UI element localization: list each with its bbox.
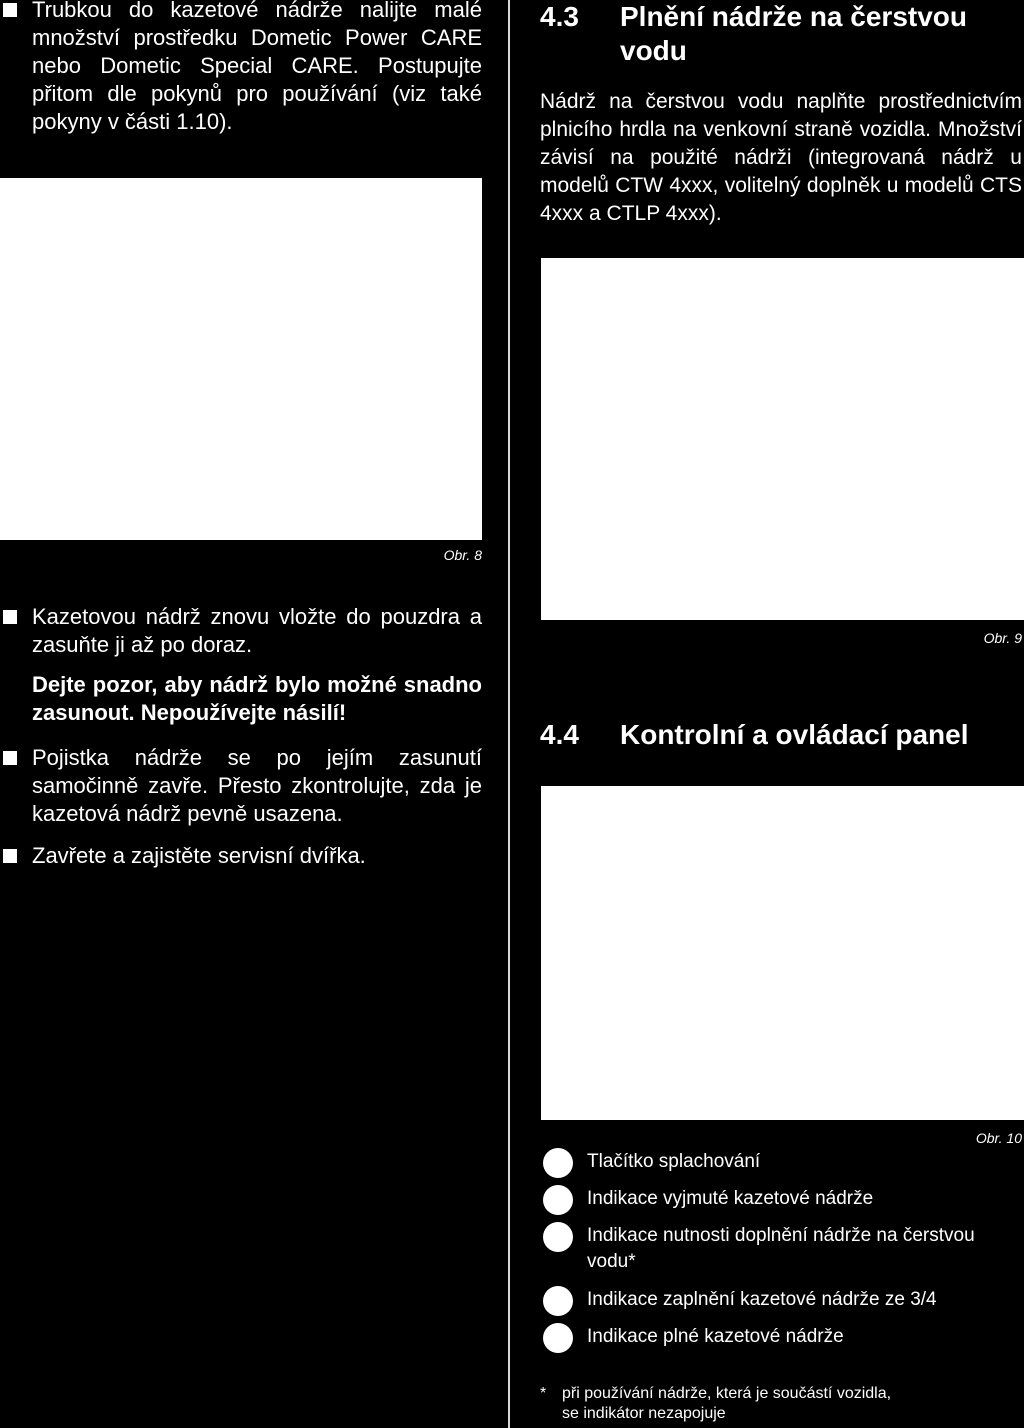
legend-label: Indikace nutnosti doplnění nádrže na čerstvou vodu*	[587, 1225, 975, 1272]
legend-label: Indikace plné kazetové nádrže	[587, 1326, 844, 1347]
figure-8-caption: Obr. 8	[443, 547, 482, 563]
figure-8-image	[0, 178, 482, 540]
legend-item-tank-full	[543, 1324, 1013, 1354]
section-title: Plnění nádrže na čerstvou vodu	[620, 1, 967, 66]
legend-marker-icon	[543, 1286, 573, 1316]
legend-marker-icon	[543, 1185, 573, 1215]
legend-label: Indikace vyjmuté kazetové nádrže	[587, 1188, 874, 1209]
paragraph-fresh-water: Nádrž na čerstvou vodu naplňte prostřednictvím plnicího hrdla na venkovní straně vozidla. Množství závisí na použité nádrži (integrovaná nádrž u modelů CTW 4xxx, volitelný doplněk u modelů CTS 4xxx a CTLP 4xxx).	[540, 90, 1022, 225]
legend-marker-icon	[543, 1323, 573, 1353]
bullet-square-icon	[3, 3, 17, 17]
section-heading-4-3	[540, 0, 1020, 68]
section-number: 4.3	[540, 1, 579, 32]
legend-item-flush-button	[543, 1149, 1013, 1179]
legend-marker-icon	[543, 1148, 573, 1178]
bullet-square-icon	[3, 849, 17, 863]
footnote-line-1: při používání nádrže, která je součástí vozidla,	[562, 1385, 892, 1402]
section-heading-4-4	[540, 718, 1020, 752]
footnote-marker: *	[540, 1385, 547, 1402]
legend-item-refill-water	[543, 1223, 1013, 1279]
section-title: Kontrolní a ovládací panel	[620, 719, 969, 750]
legend-marker-icon	[543, 1222, 573, 1252]
figure-10-caption: Obr. 10	[975, 1130, 1022, 1146]
bullet-text: Trubkou do kazetové nádrže nalijte malé množství prostředku Dometic Power CARE nebo Dometic Special CARE. Postupujte přitom dle pokynů pro používání (viz také pokyny v části 1.10).	[32, 0, 482, 134]
figure-10-image	[541, 786, 1024, 1120]
legend-item-tank-removed	[543, 1186, 1013, 1216]
section-number: 4.4	[540, 719, 579, 750]
bullet-item-close-door	[0, 842, 482, 870]
legend-label: Indikace zaplnění kazetové nádrže ze 3/4	[587, 1289, 937, 1310]
bullet-item-add-chemical	[0, 0, 482, 136]
figure-9-image	[541, 258, 1024, 620]
bullet-text: Kazetovou nádrž znovu vložte do pouzdra a zasuňte ji až po doraz.	[32, 604, 482, 657]
bullet-text: Pojistka nádrže se po jejím zasunutí samočinně zavře. Přesto zkontrolujte, zda je kazetová nádrž pevně usazena.	[32, 745, 482, 826]
legend-label: Tlačítko splachování	[587, 1151, 761, 1172]
legend-item-tank-three-quarters	[543, 1287, 1013, 1317]
bullet-item-insert-tank	[0, 603, 482, 659]
bullet-square-icon	[3, 751, 17, 765]
warning-text: Dejte pozor, aby nádrž bylo možné snadno zasunout. Nepoužívejte násilí!	[32, 672, 482, 725]
bullet-item-tank-lock	[0, 744, 482, 828]
bullet-text: Zavřete a zajistěte servisní dvířka.	[32, 843, 366, 868]
column-divider	[508, 0, 510, 1428]
bullet-square-icon	[3, 610, 17, 624]
footnote-line-2: se indikátor nezapojuje	[562, 1405, 726, 1422]
figure-9-caption: Obr. 9	[983, 630, 1022, 646]
